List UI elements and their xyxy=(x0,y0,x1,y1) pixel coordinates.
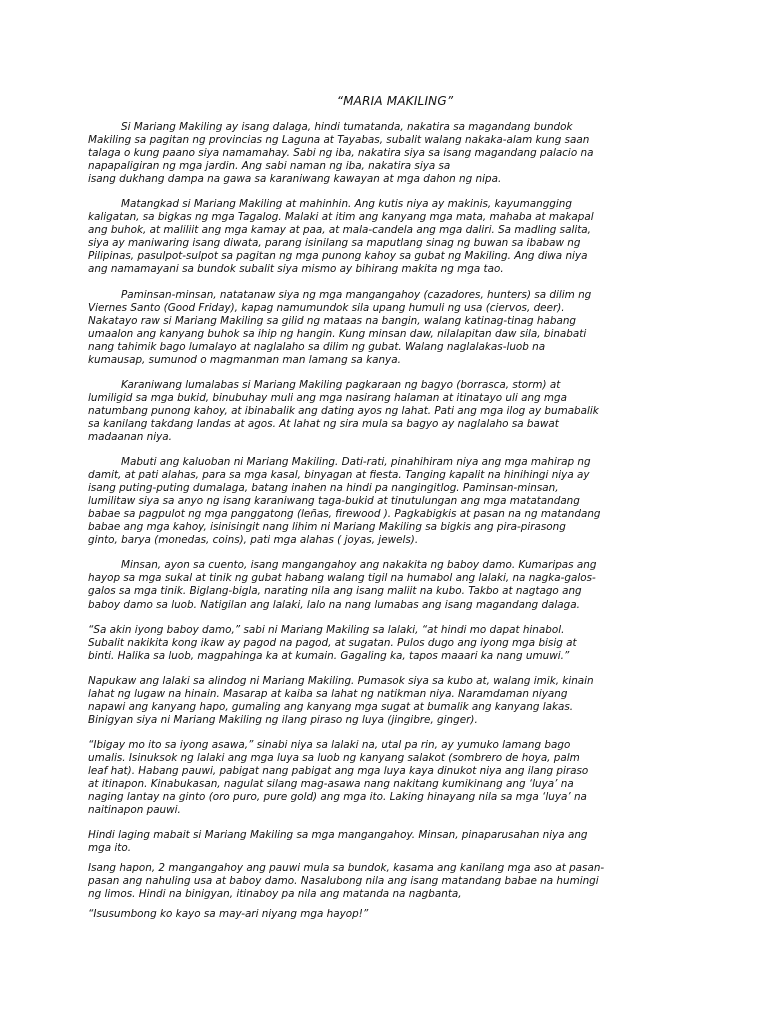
document-body xyxy=(88,121,680,921)
text-line: Paminsan-minsan, natatanaw siya ng mga mangangahoy (cazadores, hunters) sa dilim ng xyxy=(121,288,592,301)
text-line: babae sa pagpulot ng mga panggatong (leñas, firewood ). Pagkabigkis at pasan na ng matandang xyxy=(88,508,601,521)
text-line: “Ibigay mo ito sa iyong asawa,” sinabi niya sa lalaki na, utal pa rin, ay yumuko lamang bago xyxy=(88,738,571,751)
text-line: sa kanilang takdang landas at agos. At lahat ng sira mula sa bagyo ay naglalaho sa bawat xyxy=(88,417,559,430)
text-line: umalis. Isinuksok ng lalaki ang mga luya sa luob ng kanyang salakot (sombrero de hoya, palm xyxy=(88,751,580,764)
text-line: Mabuti ang kaluoban ni Mariang Makiling. Dati-rati, pinahihiram niya ang mga mahirap ng xyxy=(121,456,591,469)
text-line: binti. Halika sa luob, magpahinga ka at kumain. Gagaling ka, tapos maaari ka nang umuwi.” xyxy=(88,649,570,662)
paragraph xyxy=(88,289,680,367)
paragraph xyxy=(88,862,680,901)
text-line: ang buhok, at maliliit ang mga kamay at paa, at mala-candela ang mga daliri. Sa madling salita, xyxy=(88,224,591,237)
paragraph xyxy=(88,121,680,186)
text-line: kaligatan, sa bigkas ng mga Tagalog. Malaki at itim ang kanyang mga mata, mahaba at makapal xyxy=(88,211,594,224)
text-line: “Isusumbong ko kayo sa may-ari niyang mga hayop!” xyxy=(88,908,369,921)
text-line: Makiling sa pagitan ng provincias ng Laguna at Tayabas, subalit walang nakaka-alam kung saan xyxy=(88,134,590,147)
paragraph xyxy=(88,456,680,547)
text-line: natumbang punong kahoy, at ibinabalik ang dating ayos ng lahat. Pati ang mga ilog ay bumabalik xyxy=(88,404,599,417)
paragraph xyxy=(88,624,680,663)
text-line: Pilipinas, pasulpot-sulpot sa pagitan ng mga punong kahoy sa gubat ng Makiling. Ang diwa niya xyxy=(88,250,588,263)
text-line: isang dukhang dampa na gawa sa karaniwang kawayan at mga dahon ng nipa. xyxy=(88,173,502,186)
paragraph xyxy=(88,675,680,727)
text-line: ginto, barya (monedas, coins), pati mga alahas ( joyas, jewels). xyxy=(88,534,419,547)
text-line: napawi ang kanyang hapo, gumaling ang kanyang mga sugat at bumalik ang kanyang lakas. xyxy=(88,700,574,713)
text-line: Hindi laging mabait si Mariang Makiling sa mga mangangahoy. Minsan, pinaparusahan niya ang xyxy=(88,829,588,842)
paragraph xyxy=(88,559,680,611)
text-line: Binigyan siya ni Mariang Makiling ng ilang piraso ng luya (jingibre, ginger). xyxy=(88,713,478,726)
text-line: Karaniwang lumalabas si Mariang Makiling pagkaraan ng bagyo (borrasca, storm) at xyxy=(121,378,561,391)
document-page xyxy=(88,93,680,928)
paragraph xyxy=(88,908,680,921)
text-line: Viernes Santo (Good Friday), kapag namumundok sila upang humuli ng usa (ciervos, deer). xyxy=(88,301,565,314)
text-line: Subalit nakikita kong ikaw ay pagod na pagod, at sugatan. Pulos dugo ang iyong mga bisig at xyxy=(88,636,577,649)
text-line: leaf hat). Habang pauwi, pabigat nang pabigat ang mga luya kaya dinukot niya ang ilang piraso xyxy=(88,764,589,777)
document-title: “MARIA MAKILING” xyxy=(336,94,454,108)
text-line: ng limos. Hindi na binigyan, itinaboy pa nila ang matanda na nagbanta, xyxy=(88,888,462,901)
paragraph xyxy=(88,829,680,855)
text-line: hayop sa mga sukal at tinik ng gubat habang walang tigil na humabol ang lalaki, na nagka-galos- xyxy=(88,572,596,585)
text-line: siya ay maniwaring isang diwata, parang isinilang sa maputlang sinag ng buwan sa ibabaw ng xyxy=(88,237,581,250)
paragraph xyxy=(88,379,680,444)
text-line: ang namamayani sa bundok subalit siya mismo ay bihirang makita ng mga tao. xyxy=(88,263,504,276)
text-line: nang tahimik bago lumalayo at naglalaho sa dilim ng gubat. Walang naglalakas-luob na xyxy=(88,340,546,353)
text-line: naitinapon pauwi. xyxy=(88,804,181,817)
text-line: madaanan niya. xyxy=(88,430,172,443)
text-line: Minsan, ayon sa cuento, isang mangangahoy ang nakakita ng baboy damo. Kumaripas ang xyxy=(121,559,597,572)
text-line: baboy damo sa luob. Natigilan ang lalaki, lalo na nang lumabas ang isang magandang dalaga. xyxy=(88,598,580,611)
text-line: lumiligid sa mga bukid, binubuhay muli ang mga nasirang halaman at itinatayo uli ang mga xyxy=(88,391,568,404)
text-line: Isang hapon, 2 mangangahoy ang pauwi mula sa bundok, kasama ang kanilang mga aso at pasan- xyxy=(88,862,605,875)
text-line: napapaligiran ng mga jardin. Ang sabi naman ng iba, nakatira siya sa xyxy=(88,160,451,173)
text-line: Napukaw ang lalaki sa alindog ni Mariang Makiling. Pumasok siya sa kubo at, walang imik, kinain xyxy=(88,674,594,687)
text-line: Si Mariang Makiling ay isang dalaga, hindi tumatanda, nakatira sa magandang bundok xyxy=(121,121,573,133)
text-line: pasan ang nahuling usa at baboy damo. Nasalubong nila ang isang matandang babae na humingi xyxy=(88,875,599,888)
text-line: galos sa mga tinik. Biglang-bigla, narating nila ang isang maliit na kubo. Takbo at nagtago ang xyxy=(88,585,582,598)
text-line: umaalon ang kanyang buhok sa ihip ng hangin. Kung minsan daw, nilalapitan daw sila, binabati xyxy=(88,327,587,340)
paragraph xyxy=(88,198,680,276)
text-line: isang puting-puting dumalaga, batang inahen na hindi pa nangingitlog. Paminsan-minsan, xyxy=(88,482,559,495)
text-line: babae ang mga kahoy, isinisingit nang lihim ni Mariang Makiling sa bigkis ang pira-pirasong xyxy=(88,521,566,534)
text-line: at itinapon. Kinabukasan, nagulat silang mag-asawa nang nakitang kumikinang ang ‘luya’ na xyxy=(88,778,574,791)
paragraph xyxy=(88,739,680,817)
text-line: lumilitaw siya sa anyo ng isang karaniwang taga-bukid at tinutulungan ang mga matatandang xyxy=(88,495,580,508)
text-line: Matangkad si Mariang Makiling at mahinhin. Ang kutis niya ay makinis, kayumangging xyxy=(121,198,572,211)
text-line: “Sa akin iyong baboy damo,” sabi ni Mariang Makiling sa lalaki, “at hindi mo dapat hinabol. xyxy=(88,623,565,636)
text-line: mga ito. xyxy=(88,842,132,855)
text-line: Nakatayo raw si Mariang Makiling sa gilid ng mataas na bangin, walang katinag-tinag habang xyxy=(88,314,577,327)
text-line: naging lantay na ginto (oro puro, pure gold) ang mga ito. Laking hinayang nila sa mga ‘luya’ na xyxy=(88,791,587,804)
text-line: kumausap, sumunod o magmanman man lamang sa kanya. xyxy=(88,353,401,366)
text-line: lahat ng lugaw na hinain. Masarap at kaiba sa lahat ng natikman niya. Naramdaman niyang xyxy=(88,687,568,700)
text-line: damit, at pati alahas, para sa mga kasal, binyagan at fiesta. Tanging kapalit na hinihingi niya ay xyxy=(88,469,590,482)
text-line: talaga o kung paano siya namamahay. Sabi ng iba, nakatira siya sa isang magandang palacio na xyxy=(88,147,594,160)
